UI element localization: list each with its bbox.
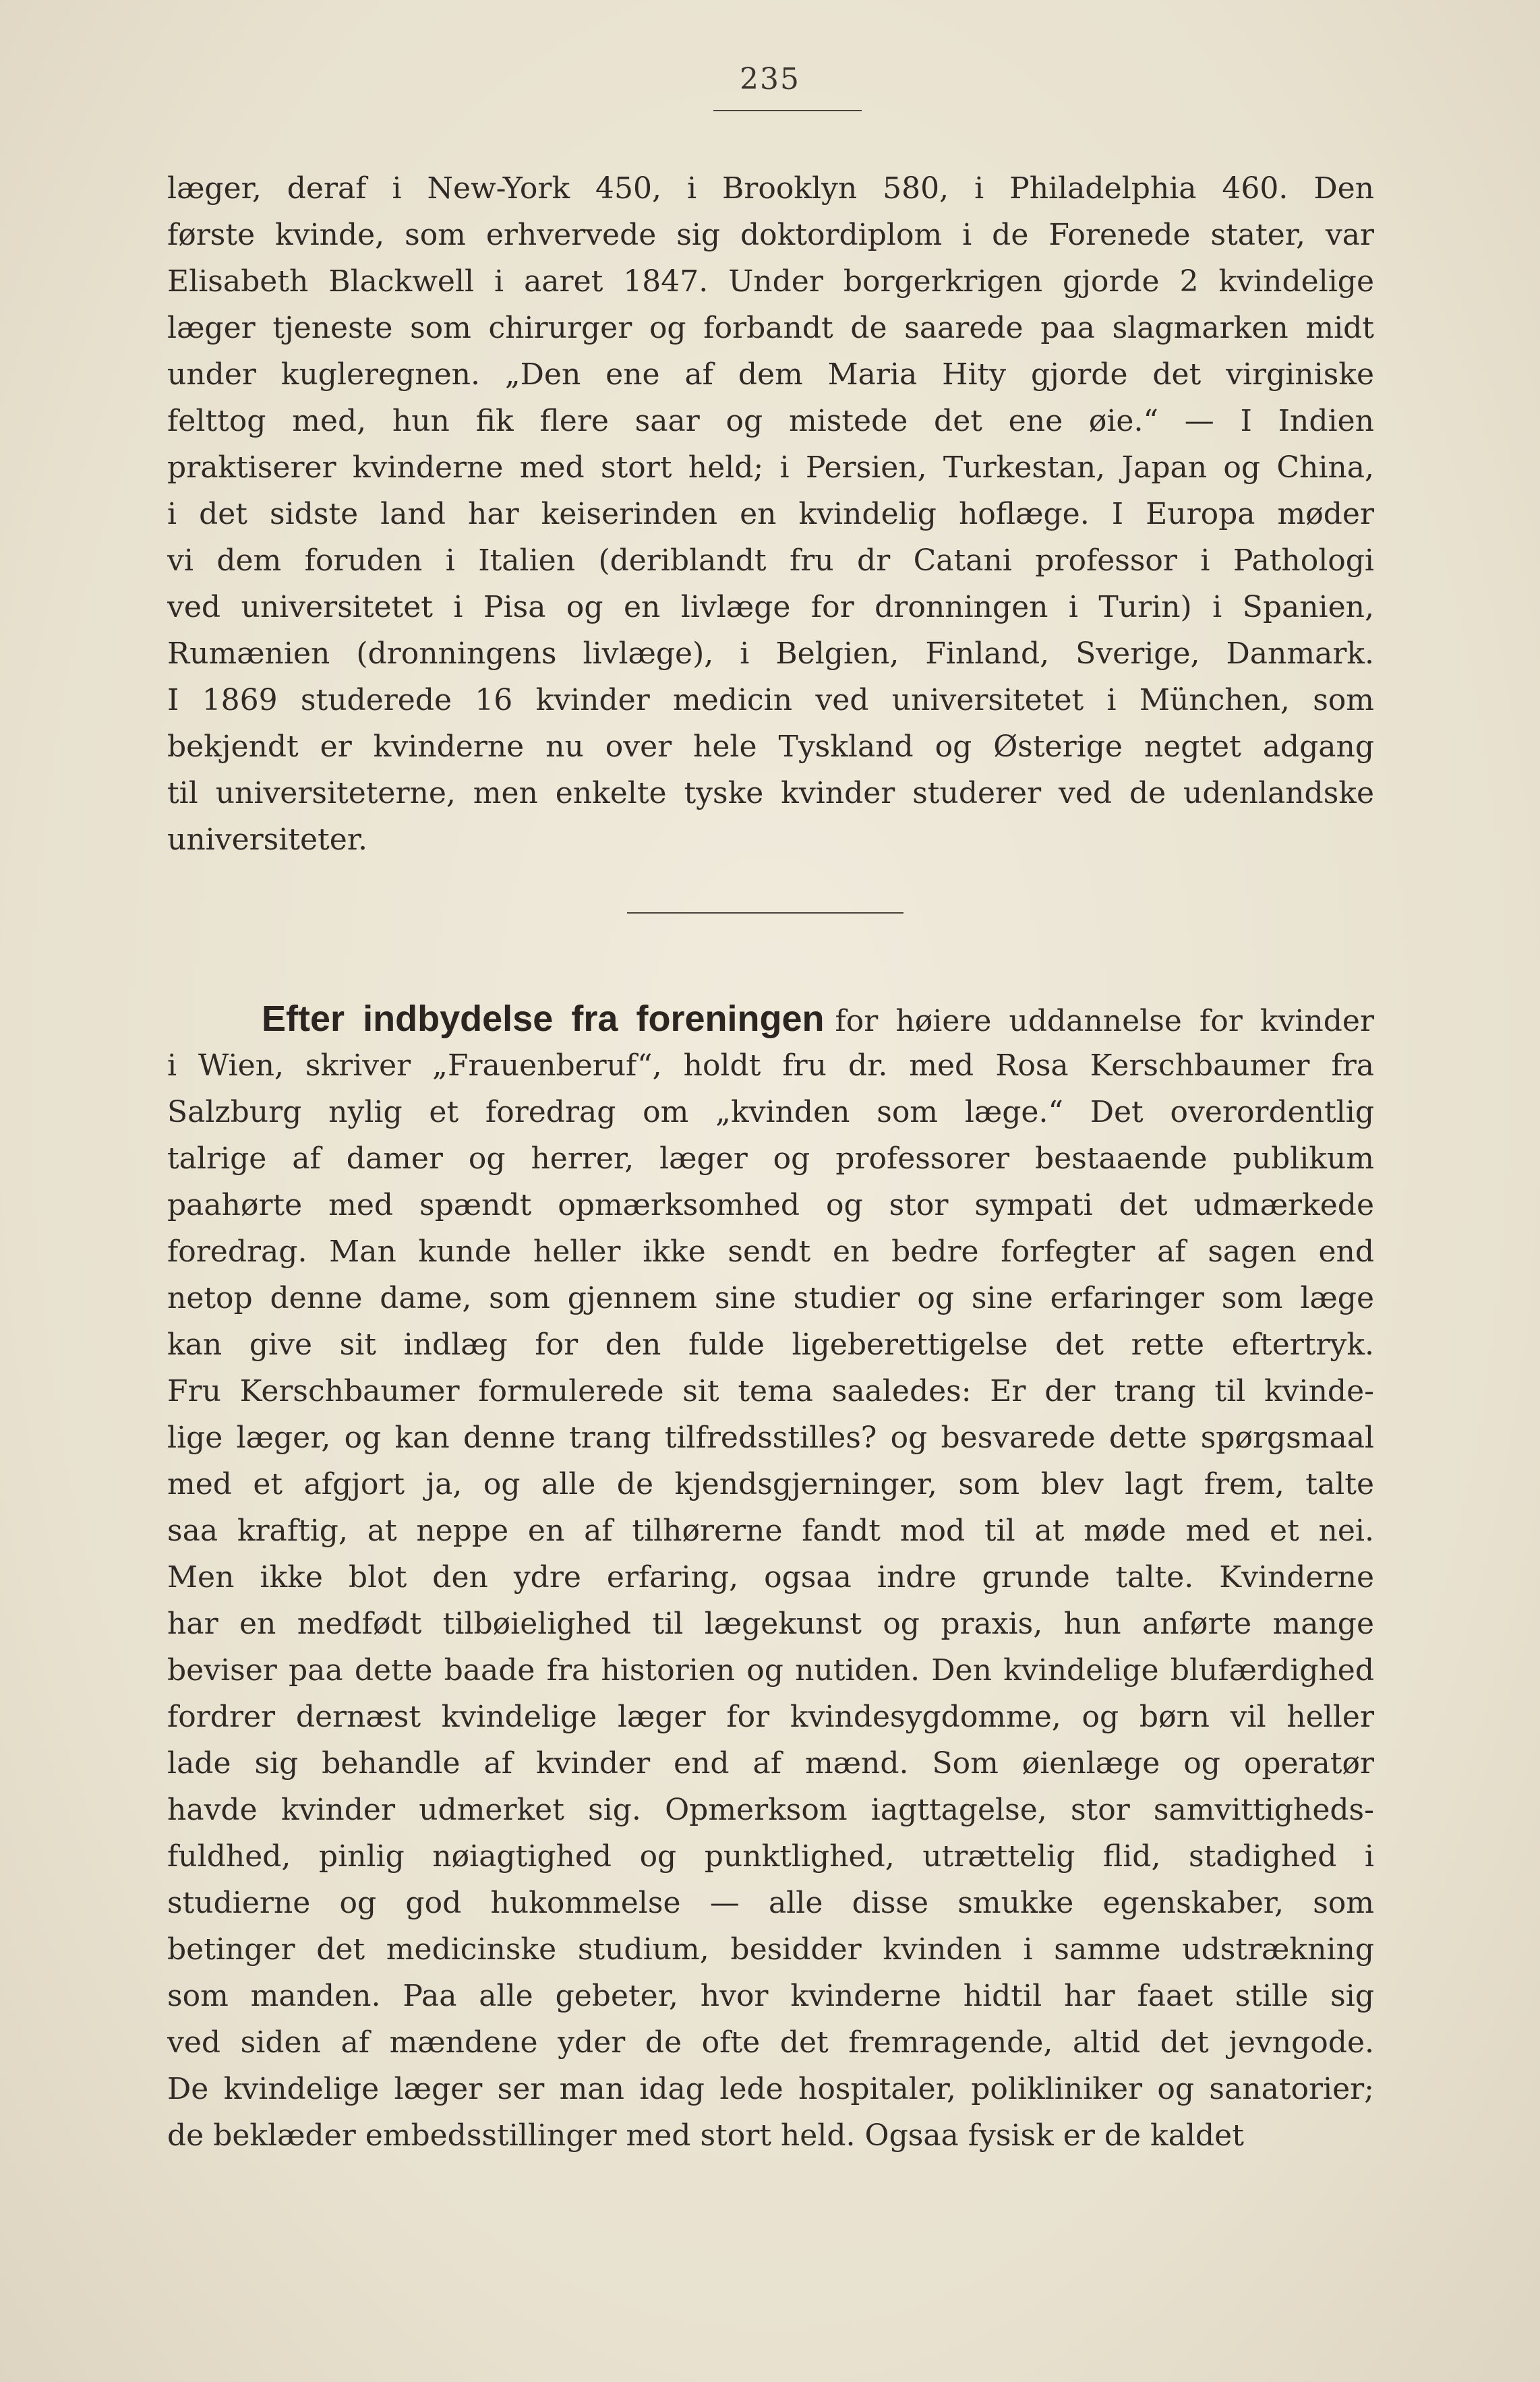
text-line: talrige af damer og herrer, læger og professorer bestaaende publikum [167, 1141, 1374, 1176]
text-line: De kvindelige læger ser man idag lede hospitaler, polikliniker og sanatorier; [167, 2072, 1374, 2106]
text-line: som manden. Paa alle gebeter, hvor kvinderne hidtil har faaet stille sig [167, 1979, 1374, 2013]
section-divider [627, 912, 904, 914]
text-line: de beklæder embedsstillinger med stort held. Ogsaa fysisk er de kaldet [167, 2118, 1244, 2153]
text-line: praktiserer kvinderne med stort held; i Persien, Turkestan, Japan og China, [167, 450, 1374, 485]
text-line: første kvinde, som erhvervede sig doktordiplom i de Forenede stater, var [167, 218, 1374, 252]
text-line: fuldhed, pinlig nøiagtighed og punktlighed, utrættelig flid, stadighed i [167, 1839, 1374, 1874]
text-line-rest: for høiere uddannelse for kvinder [835, 1004, 1374, 1038]
text-line: studierne og god hukommelse — alle disse smukke egenskaber, som [167, 1886, 1374, 1920]
text-line: bekjendt er kvinderne nu over hele Tyskland og Østerige negtet adgang [167, 730, 1374, 764]
text-line: til universiteterne, men enkelte tyske kvinder studerer ved de udenlandske [167, 776, 1374, 810]
text-line: I 1869 studerede 16 kvinder medicin ved universitetet i München, som [167, 683, 1374, 717]
text-line: med et afgjort ja, og alle de kjendsgjerninger, som blev lagt frem, talte [167, 1467, 1374, 1501]
text-line: i Wien, skriver „Frauenberuf“, holdt fru dr. med Rosa Kerschbaumer fra [167, 1048, 1374, 1083]
article-headline: Efter indbydelse fra foreningen [262, 999, 825, 1039]
text-line: felttog med, hun fik flere saar og mistede det ene øie.“ — I Indien [167, 404, 1374, 438]
text-line: lige læger, og kan denne trang tilfredsstilles? og besvarede dette spørgsmaal [167, 1421, 1374, 1455]
text-line: foredrag. Man kunde heller ikke sendt en bedre forfegter af sagen end [167, 1234, 1374, 1269]
page-number: 235 [740, 62, 800, 96]
section-second-article [167, 996, 1374, 2159]
text-line: Fru Kerschbaumer formulerede sit tema saaledes: Er der trang til kvinde- [167, 1374, 1374, 1408]
text-line: vi dem foruden i Italien (deriblandt fru dr Catani professor i Pathologi [167, 543, 1374, 578]
header-rule [713, 110, 862, 111]
text-line: havde kvinder udmerket sig. Opmerksom iagttagelse, stor samvittigheds- [167, 1793, 1374, 1827]
text-line: universiteter. [167, 823, 367, 857]
text-line: fordrer dernæst kvindelige læger for kvindesygdomme, og børn vil heller [167, 1700, 1374, 1734]
section-first-article [167, 165, 1374, 863]
text-line [167, 996, 1374, 1042]
text-line: paahørte med spændt opmærksomhed og stor sympati det udmærkede [167, 1188, 1374, 1222]
text-line: Elisabeth Blackwell i aaret 1847. Under borgerkrigen gjorde 2 kvindelige [167, 264, 1374, 299]
text-line: Rumænien (dronningens livlæge), i Belgien, Finland, Sverige, Danmark. [167, 636, 1374, 671]
text-line: netop denne dame, som gjennem sine studier og sine erfaringer som læge [167, 1281, 1374, 1315]
text-line: lade sig behandle af kvinder end af mænd. Som øienlæge og operatør [167, 1746, 1374, 1781]
text-line: Salzburg nylig et foredrag om „kvinden som læge.“ Det overordentlig [167, 1095, 1374, 1129]
text-line: under kugleregnen. „Den ene af dem Maria Hity gjorde det virginiske [167, 357, 1374, 392]
text-line: beviser paa dette baade fra historien og nutiden. Den kvindelige blufærdighed [167, 1653, 1374, 1688]
text-line: kan give sit indlæg for den fulde ligeberettigelse det rette eftertryk. [167, 1328, 1374, 1362]
text-line: i det sidste land har keiserinden en kvindelig hoflæge. I Europa møder [167, 497, 1374, 531]
text-line: har en medfødt tilbøielighed til lægekunst og praxis, hun anførte mange [167, 1607, 1374, 1641]
text-line: Men ikke blot den ydre erfaring, ogsaa indre grunde talte. Kvinderne [167, 1560, 1374, 1595]
text-line: betinger det medicinske studium, besidder kvinden i samme udstrækning [167, 1932, 1374, 1967]
text-line: saa kraftig, at neppe en af tilhørerne fandt mod til at møde med et nei. [167, 1514, 1374, 1548]
text-line: læger tjeneste som chirurger og forbandt de saarede paa slagmarken midt [167, 311, 1374, 345]
text-line: ved universitetet i Pisa og en livlæge for dronningen i Turin) i Spanien, [167, 590, 1374, 624]
text-line: læger, deraf i New-York 450, i Brooklyn 580, i Philadelphia 460. Den [167, 171, 1374, 206]
text-line: ved siden af mændene yder de ofte det fremragende, altid det jevngode. [167, 2025, 1374, 2060]
